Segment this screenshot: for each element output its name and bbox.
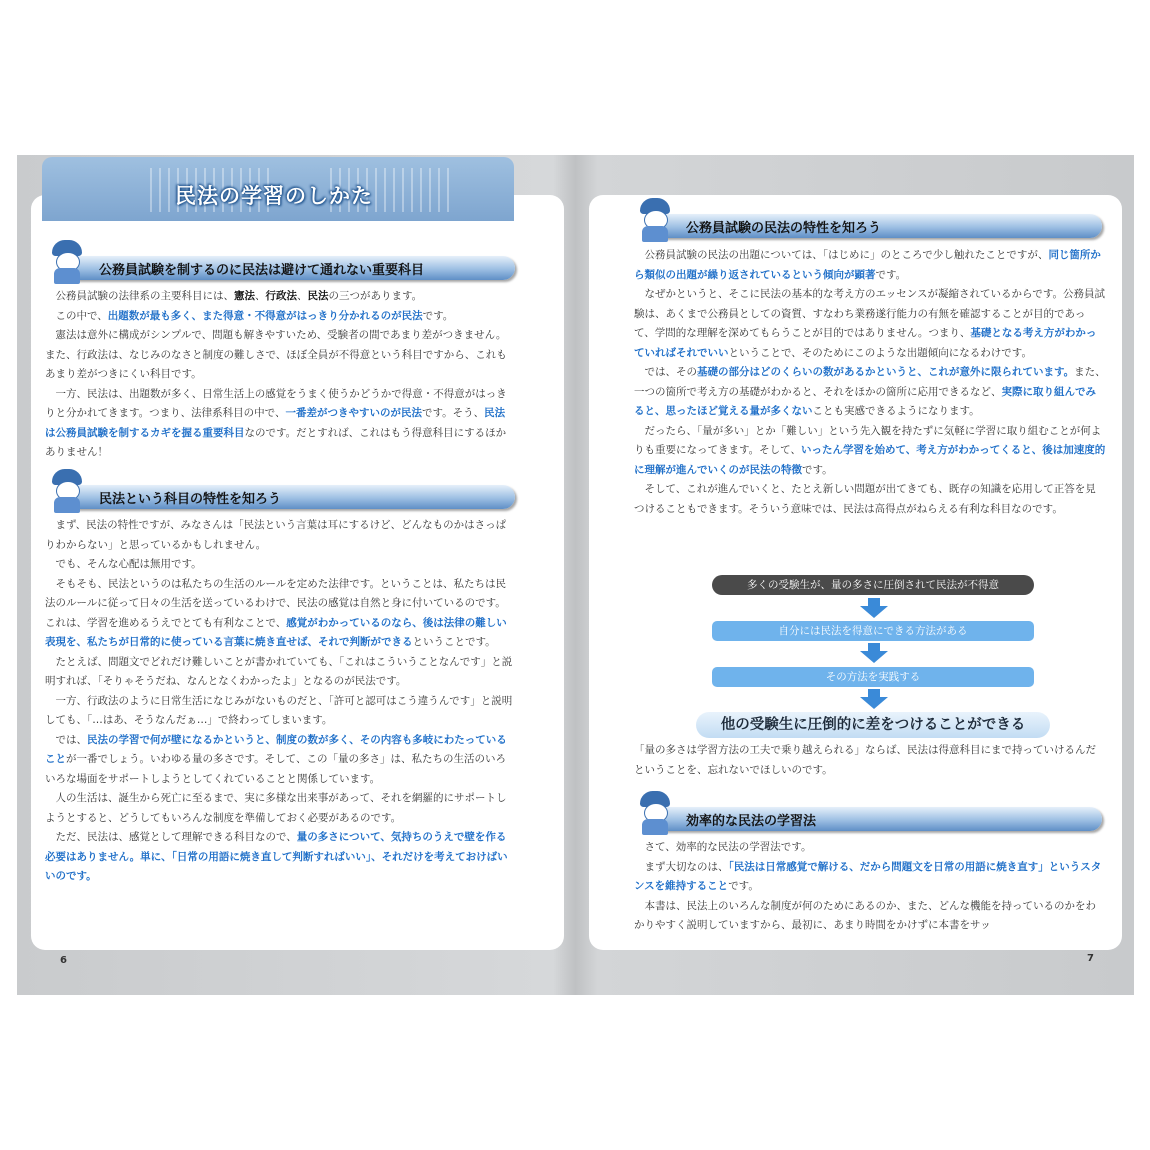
flow-arrow-icon bbox=[860, 697, 888, 709]
mascot-icon bbox=[48, 240, 86, 284]
chapter-title: 民法の学習のしかた bbox=[175, 184, 373, 208]
page-number-right: 7 bbox=[1087, 953, 1094, 964]
highlighted-text: 民法の学習で何が壁になるかというと、制度の数が多く、その内容も多岐にわたっていること bbox=[45, 733, 507, 765]
bold-term: 憲法 bbox=[234, 290, 255, 302]
body-text: そもそも、民法というのは私たちの生活のルールを定めた法律です。ということは、私たちは民法のルールに従って日々の生活を送っているわけで、民法の感覚は自然と身に付いているのです。これは、学習を進めるうえでとても有利なことで、 bbox=[45, 577, 506, 629]
mascot-icon bbox=[636, 791, 674, 835]
section-heading-2 bbox=[45, 482, 515, 510]
body-text: です。 bbox=[422, 309, 454, 322]
flow-step-2: 自分には民法を得意にできる方法がある bbox=[712, 621, 1034, 641]
body-text: では、 bbox=[55, 733, 87, 746]
mascot-icon bbox=[636, 198, 674, 242]
section-heading-label: 公務員試験を制するのに民法は避けて通れない重要科目 bbox=[99, 263, 425, 278]
body-text: まず、民法の特性ですが、みなさんは「民法という言葉は耳にするけど、どんなものかはさっぱりわからない」と思っているかもしれません。 bbox=[45, 519, 507, 551]
paragraph bbox=[45, 575, 515, 653]
paragraph bbox=[45, 789, 515, 828]
body-text: なぜかというと、そこに民法の基本的な考え方のエッセンスが凝縮されているからです。公務員試験は、あくまで公務員としての資質、すなわち業務遂行能力の有無を確認することが目的であって、学問的な理解を深めてもらうことが目的ではありません。つまり、 bbox=[634, 288, 1106, 339]
paragraph bbox=[45, 516, 515, 555]
body-text: です。 bbox=[875, 268, 907, 281]
body-text: では、その bbox=[644, 366, 697, 378]
highlighted-text: 実際に取り組んでみると、思ったほど覚える量が多くない bbox=[634, 385, 1096, 417]
paragraph bbox=[45, 287, 515, 307]
body-text: です。そう、 bbox=[421, 407, 485, 419]
paragraph bbox=[634, 897, 1106, 936]
highlighted-text: 「民法は日常感覚で解ける、だから問題文を日常の用語に焼き直す」というスタンスを維持すること bbox=[634, 860, 1102, 892]
paragraph bbox=[634, 858, 1106, 897]
body-text: ただ、民法は、感覚として理解できる科目なので、 bbox=[55, 831, 297, 843]
body-text: 「量の多さは学習方法の工夫で乗り越えられる」ならば、民法は得意科目にまで持っていけるんだということを、忘れないでほしいのです。 bbox=[634, 744, 1096, 776]
body-text: さて、効率的な民法の学習法です。 bbox=[644, 841, 812, 853]
after-flow-text bbox=[634, 741, 1106, 780]
paragraph bbox=[634, 422, 1106, 481]
body-text: 人の生活は、誕生から死亡に至るまで、実に多様な出来事があって、それを網羅的にサポートしようとすると、どうしてもいろんな制度を準備しておく必要があるのです。 bbox=[45, 792, 507, 824]
paragraph bbox=[634, 285, 1106, 363]
paragraph bbox=[634, 246, 1106, 285]
body-text: です。 bbox=[802, 463, 833, 476]
section-body bbox=[634, 838, 1106, 936]
body-text: まず大切なのは、 bbox=[644, 860, 729, 873]
paragraph bbox=[45, 326, 515, 385]
paragraph bbox=[634, 838, 1106, 858]
flow-arrow-icon bbox=[860, 651, 888, 663]
body-text: ということで、そのためにこのような出題傾向になるわけです。 bbox=[728, 346, 1032, 359]
body-text: 憲法は意外に構成がシンプルで、問題も解きやすいため、受験者の間であまり差がつきません。また、行政法は、なじみのなさと制度の難しさで、ほぼ全員が不得意という科目ですから、これもあまり差がつきにくい科目です。 bbox=[45, 329, 507, 380]
flow-step-1: 多くの受験生が、量の多さに圧倒されて民法が不得意 bbox=[712, 575, 1034, 595]
section-heading-4 bbox=[632, 804, 1102, 832]
highlighted-text: 民法は公務員試験を制するカギを握る重要科目 bbox=[45, 407, 506, 439]
body-text: の三つがあります。 bbox=[328, 290, 423, 302]
section-body bbox=[634, 246, 1106, 519]
body-text: 一方、行政法のように日常生活になじみがないものだと、「許可と認可はこう違うんです」と説明しても、「…はあ、そうなんだぁ…」で終わってしまいます。 bbox=[45, 694, 513, 726]
body-text: また、一つの箇所で考え方の基礎がわかると、それをほかの箇所に応用できるなど、 bbox=[634, 366, 1106, 398]
paragraph bbox=[45, 828, 515, 887]
highlighted-text: 出題数が最も多く、また得意・不得意がはっきり分かれるのが民法 bbox=[107, 309, 423, 322]
body-text: ことも実感できるようになります。 bbox=[812, 405, 980, 417]
paragraph bbox=[45, 385, 515, 463]
section-heading-3 bbox=[632, 211, 1102, 239]
body-text: です。 bbox=[728, 880, 759, 892]
highlighted-text: 基礎の部分はどのくらいの数があるかというと、これが意外に限られています。 bbox=[697, 366, 1075, 378]
highlighted-text: 同じ箇所から類似の出題が繰り返されているという傾向が顕著 bbox=[634, 249, 1101, 281]
body-text: たとえば、問題文でどれだけ難しいことが書かれていても、「これはこういうことなんです」と説明すれば、「そりゃそうだね、なんとなくわかったよ」となるのが民法です。 bbox=[45, 655, 513, 687]
flow-step-3: その方法を実践する bbox=[712, 667, 1034, 687]
bold-term: 民法 bbox=[307, 290, 329, 302]
paragraph bbox=[45, 653, 515, 692]
section-body bbox=[45, 516, 515, 887]
body-text: この中で、 bbox=[55, 309, 108, 322]
highlighted-text: いったん学習を始めて、考え方がわかってくると、後は加速度的に理解が進んでいくのが民法の特徴 bbox=[634, 444, 1106, 476]
body-text: ということです。 bbox=[412, 636, 496, 648]
flow-arrow-icon bbox=[860, 606, 888, 618]
body-text: でも、そんな心配は無用です。 bbox=[55, 558, 202, 570]
paragraph bbox=[634, 480, 1106, 519]
body-text: 一方、民法は、出題数が多く、日常生活上の感覚をうまく使うかどうかで得意・不得意がはっきりと分かれてきます。つまり、法律系科目の中で、 bbox=[45, 387, 507, 419]
section-heading-label: 効率的な民法の学習法 bbox=[686, 814, 817, 829]
body-text: 本書は、民法上のいろんな制度が何のためにあるのか、また、どんな機能を持っているのかをわかりやすく説明していますから、最初に、あまり時間をかけずに本書をサッ bbox=[634, 899, 1096, 931]
body-text: だったら、「量が多い」とか「難しい」という先入観を持たずに気軽に学習に取り組むことが何よりも重要になってきます。そして、 bbox=[634, 424, 1102, 456]
section-heading-1 bbox=[45, 253, 515, 281]
body-text: 、 bbox=[297, 290, 308, 302]
body-text: が一番でしょう。いわゆる量の多さです。そして、この「量の多さ」は、私たちの生活のいろいろな場面をサポートしようとしてくれていることと関係しています。 bbox=[45, 753, 506, 785]
section-heading-label: 公務員試験の民法の特性を知ろう bbox=[686, 221, 882, 236]
section-heading-label: 民法という科目の特性を知ろう bbox=[99, 492, 282, 507]
paragraph bbox=[45, 731, 515, 790]
section-body bbox=[45, 287, 515, 463]
paragraph bbox=[45, 307, 515, 327]
bold-term: 行政法 bbox=[265, 290, 297, 302]
highlighted-text: 基礎となる考え方がわかっていればそれでいい bbox=[634, 327, 1097, 359]
body-text: そして、これが進んでいくと、たとえ新しい問題が出てきても、既存の知識を応用して正答を見つけることもできます。そういう意味では、民法は高得点がねらえる有利な科目なのです。 bbox=[634, 483, 1096, 515]
paragraph bbox=[634, 363, 1106, 422]
body-text: 公務員試験の法律系の主要科目には、 bbox=[55, 290, 234, 302]
mascot-icon bbox=[48, 469, 86, 513]
page-number-left: 6 bbox=[60, 955, 67, 966]
flow-result: 他の受験生に圧倒的に差をつけることができる bbox=[696, 712, 1050, 738]
body-text: 公務員試験の民法の出題については、「はじめに」のところで少し触れたことですが、 bbox=[644, 249, 1049, 261]
body-text: なのです。だとすれば、これはもう得意科目にするほかありません！ bbox=[45, 426, 507, 458]
body-text: 、 bbox=[255, 290, 266, 302]
highlighted-text: 一番差がつきやすいのが民法 bbox=[285, 407, 422, 419]
paragraph bbox=[45, 555, 515, 575]
paragraph bbox=[45, 692, 515, 731]
highlighted-text: 量の多さについて、気持ちのうえで壁を作る必要はありません。単に、「日常の用語に焼き直して判断すればいい」、それだけを考えておけばいいのです。 bbox=[45, 831, 508, 882]
highlighted-text: 感覚がわかっているのなら、後は法律の難しい表現を、私たちが日常的に使っている言葉に焼き直せば、それで判断ができる bbox=[45, 616, 507, 648]
